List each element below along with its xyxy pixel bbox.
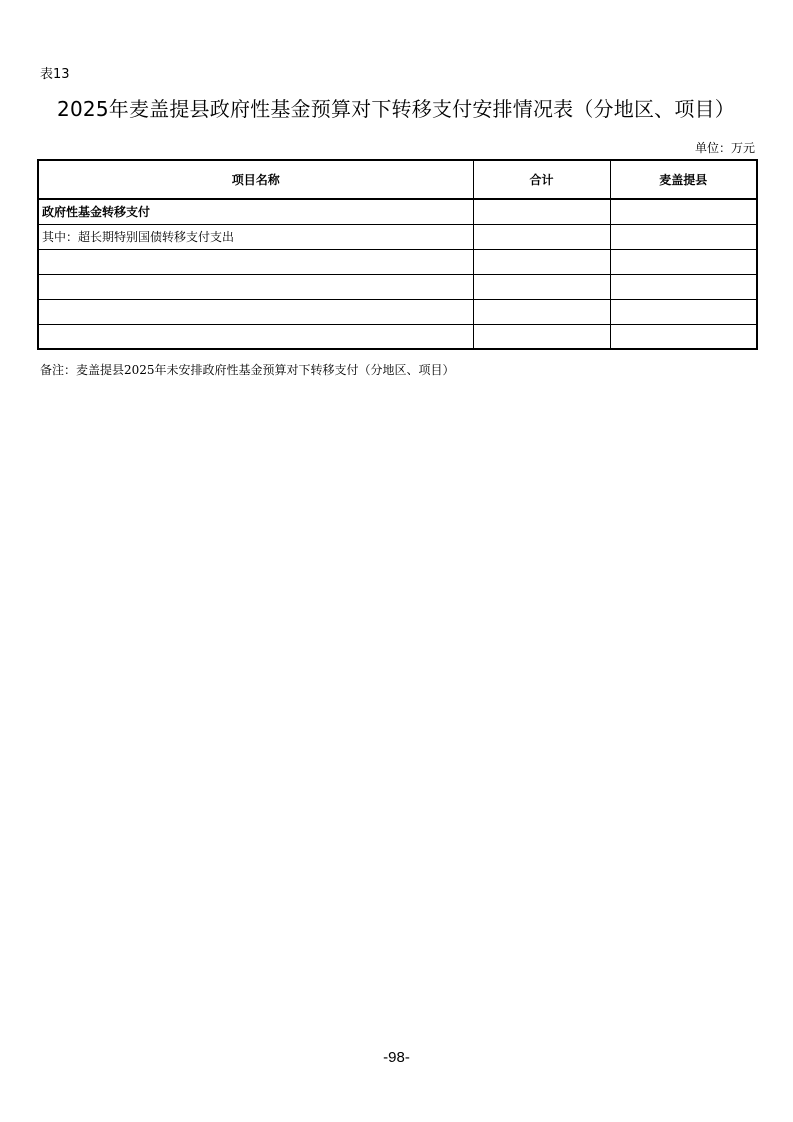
table-header-row xyxy=(38,160,757,199)
row-total-cell xyxy=(473,224,610,249)
row-region-cell xyxy=(610,199,757,224)
table-row xyxy=(38,249,757,274)
row-total-cell xyxy=(473,324,610,349)
row-region-cell xyxy=(610,249,757,274)
row-name-cell: 政府性基金转移支付 xyxy=(38,199,473,224)
row-name-cell xyxy=(38,324,473,349)
header-project-name: 项目名称 xyxy=(38,160,473,199)
table-row xyxy=(38,199,757,224)
header-region: 麦盖提县 xyxy=(610,160,757,199)
document-title: 2025年麦盖提县政府性基金预算对下转移支付安排情况表（分地区、项目） xyxy=(57,97,735,121)
row-region-cell xyxy=(610,224,757,249)
row-total-cell xyxy=(473,199,610,224)
page-number: -98- xyxy=(383,1049,410,1066)
budget-table xyxy=(37,159,758,350)
row-total-cell xyxy=(473,274,610,299)
unit-label: 单位：万元 xyxy=(694,141,755,155)
row-name-cell xyxy=(38,299,473,324)
row-name-cell xyxy=(38,274,473,299)
table-row xyxy=(38,274,757,299)
row-region-cell xyxy=(610,324,757,349)
row-name-cell: 其中：超长期特别国债转移支付支出 xyxy=(38,224,473,249)
table-number: 表13 xyxy=(40,67,70,82)
row-region-cell xyxy=(610,299,757,324)
header-total: 合计 xyxy=(473,160,610,199)
table-row xyxy=(38,324,757,349)
row-total-cell xyxy=(473,299,610,324)
row-total-cell xyxy=(473,249,610,274)
row-name-cell xyxy=(38,249,473,274)
row-region-cell xyxy=(610,274,757,299)
footnote: 备注：麦盖提县2025年未安排政府性基金预算对下转移支付（分地区、项目） xyxy=(40,363,455,377)
table-row xyxy=(38,299,757,324)
table-row xyxy=(38,224,757,249)
